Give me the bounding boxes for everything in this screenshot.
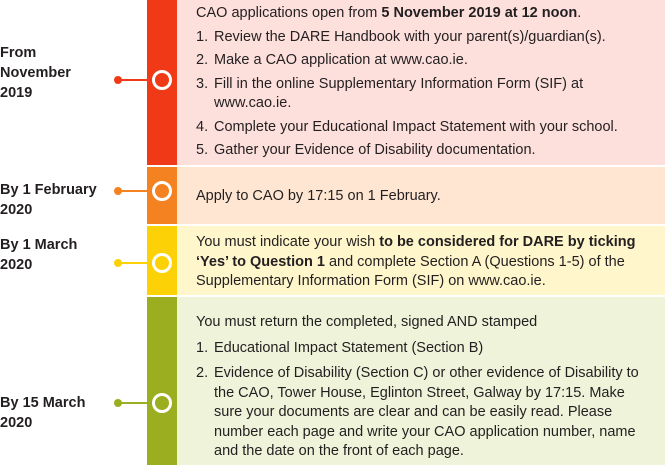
march15-circle-icon bbox=[152, 393, 172, 413]
november-intro-post: . bbox=[577, 5, 582, 21]
march15-connector bbox=[117, 402, 147, 404]
march15-label-line2: 2020 bbox=[0, 415, 33, 431]
march1-date-label bbox=[0, 235, 115, 275]
list-text: Gather your Evidence of Disability documentation. bbox=[214, 142, 536, 158]
timeline-row-november bbox=[0, 0, 665, 165]
list-item bbox=[196, 339, 658, 359]
list-text: Fill in the online Supplementary Information Form (SIF) at www.cao.ie. bbox=[214, 75, 584, 111]
list-number: 1. bbox=[196, 28, 209, 45]
march15-text bbox=[196, 313, 658, 462]
february-text: Apply to CAO by 17:15 on 1 February. bbox=[196, 188, 441, 204]
list-item bbox=[196, 51, 658, 71]
list-number: 2. bbox=[196, 365, 209, 381]
march1-circle-icon bbox=[152, 253, 172, 273]
november-intro-bold: 5 November 2019 at 12 noon bbox=[381, 5, 578, 21]
february-label-line1: By 1 February bbox=[0, 182, 97, 198]
list-number: 1. bbox=[196, 339, 209, 356]
november-text bbox=[196, 4, 658, 161]
march15-intro: You must return the completed, signed AND stamped bbox=[196, 314, 538, 330]
march1-text-pre: You must indicate your wish bbox=[196, 234, 380, 250]
march15-label-line1: By 15 March bbox=[0, 395, 86, 411]
february-label-line2: 2020 bbox=[0, 202, 33, 218]
march15-date-label bbox=[0, 393, 115, 433]
list-number: 4. bbox=[196, 118, 209, 135]
november-intro bbox=[196, 4, 658, 24]
list-item bbox=[196, 118, 658, 138]
march15-dot-icon bbox=[114, 399, 122, 407]
list-item bbox=[196, 141, 658, 161]
november-label-line1: From bbox=[0, 45, 37, 61]
march1-text-bold: to be considered for DARE by ticking ‘Yes’ to Question 1 bbox=[196, 234, 636, 270]
timeline-row-february bbox=[0, 167, 665, 224]
february-circle-icon bbox=[152, 181, 172, 201]
list-item bbox=[196, 28, 658, 48]
march1-connector bbox=[117, 262, 147, 264]
november-connector bbox=[117, 79, 147, 81]
march1-label-line2: 2020 bbox=[0, 257, 33, 273]
list-item bbox=[196, 364, 658, 462]
timeline-row-march15 bbox=[0, 297, 665, 465]
february-connector bbox=[117, 190, 147, 192]
timeline-row-march1 bbox=[0, 226, 665, 295]
march1-dot-icon bbox=[114, 259, 122, 267]
list-number: 2. bbox=[196, 52, 209, 68]
february-dot-icon bbox=[114, 187, 122, 195]
list-text: Make a CAO application at www.cao.ie. bbox=[214, 52, 468, 68]
february-date-label bbox=[0, 180, 115, 220]
march1-label-line1: By 1 March bbox=[0, 237, 78, 253]
list-text: Evidence of Disability (Section C) or other evidence of Disability to the CAO, Tower House, Eglinton Street, Galway by 17:15. Make sure your documents are clear and can be easily read. Please number each page and write your CAO application number, name and the date on the front of each page. bbox=[214, 365, 639, 459]
list-text: Complete your Educational Impact Statement with your school. bbox=[214, 118, 618, 135]
november-label-line3: 2019 bbox=[0, 85, 33, 101]
list-text: Review the DARE Handbook with your parent(s)/guardian(s). bbox=[214, 28, 606, 45]
november-intro-pre: CAO applications open from bbox=[196, 5, 382, 21]
march15-bar bbox=[147, 297, 177, 465]
list-item bbox=[196, 75, 658, 114]
list-number: 5. bbox=[196, 142, 209, 158]
november-dot-icon bbox=[114, 76, 122, 84]
november-circle-icon bbox=[152, 70, 172, 90]
march1-text-post: and complete Section A (Questions 1-5) of the Supplementary Information Form (SIF) on www.cao.ie. bbox=[196, 253, 625, 289]
list-number: 3. bbox=[196, 75, 209, 92]
november-date-label bbox=[0, 43, 115, 103]
march1-text bbox=[196, 233, 658, 292]
november-label-line2: November bbox=[0, 65, 71, 81]
list-text: Educational Impact Statement (Section B) bbox=[214, 339, 484, 356]
